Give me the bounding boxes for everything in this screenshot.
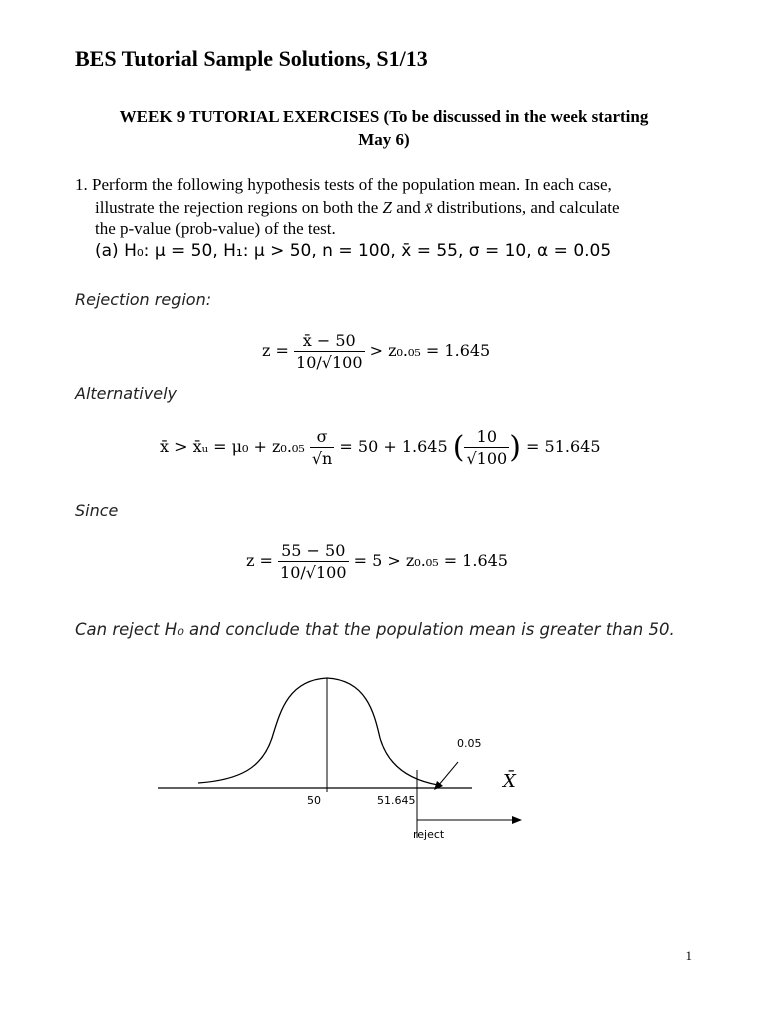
week-heading-line2: May 6) [358, 130, 410, 149]
eq2-paren-numerator: 10 [476, 427, 498, 446]
eq3-lhs: z = [246, 551, 273, 570]
question-line3: the p-value (prob-value) of the test. [95, 219, 336, 238]
rejection-region-label: Rejection region: [75, 290, 212, 309]
reject-label: reject [413, 828, 445, 841]
eq2-rhs: = 51.645 [526, 437, 601, 456]
eq2-paren-denominator: √100 [466, 449, 508, 468]
eq2-mid: = 50 + 1.645 [339, 437, 448, 456]
eq2-sigma-numerator: σ [316, 427, 328, 446]
part-a-hypotheses: (a) H₀: μ = 50, H₁: μ > 50, n = 100, x̄ = 55, σ = 10, α = 0.05 [95, 241, 612, 261]
document-title: BES Tutorial Sample Solutions, S1/13 [75, 46, 428, 71]
eq2-left-paren: ( [452, 430, 465, 465]
question-text-line2a: illustrate the rejection regions on both the [95, 198, 383, 217]
eq2-sigma-denominator: √n [311, 449, 333, 468]
alpha-pointer [438, 762, 458, 786]
conclusion-text: Can reject H₀ and conclude that the population mean is greater than 50. [75, 620, 675, 639]
eq3-rhs: = 5 > z₀.₀₅ = 1.645 [353, 551, 508, 570]
alpha-label: 0.05 [457, 737, 482, 750]
eq3-denominator: 10/√100 [280, 563, 347, 582]
since-label: Since [75, 501, 119, 520]
eq1-rhs: > z₀.₀₅ = 1.645 [369, 341, 491, 360]
eq1-denominator: 10/√100 [296, 353, 363, 372]
reject-arrowhead [512, 816, 522, 824]
axis-label-xbar: X̄ [503, 771, 516, 792]
question-text-line1: Perform the following hypothesis tests of the population mean. In each case, [92, 175, 612, 194]
z-symbol: Z [382, 198, 392, 217]
eq1-numerator: x̄ − 50 [302, 331, 356, 350]
eq1-lhs: z = [262, 341, 289, 360]
alternatively-label: Alternatively [75, 384, 177, 403]
page-number: 1 [685, 948, 692, 963]
xbar-symbol: x̄ [425, 198, 433, 217]
question-text-line2b: and [391, 198, 426, 217]
week-heading-line1: WEEK 9 TUTORIAL EXERCISES (To be discussed in the week starting [119, 107, 649, 126]
question-text-line2c: distributions, and calculate [432, 198, 620, 217]
eq2-lhs: x̄ > x̄ᵤ = μ₀ + z₀.₀₅ [160, 437, 305, 456]
eq3-numerator: 55 − 50 [281, 541, 346, 560]
eq2-right-paren: ) [509, 430, 521, 465]
normal-curve [198, 678, 438, 785]
question-number: 1. [75, 175, 88, 194]
critical-tick-label: 51.645 [377, 794, 416, 807]
mean-tick-label: 50 [307, 794, 321, 807]
